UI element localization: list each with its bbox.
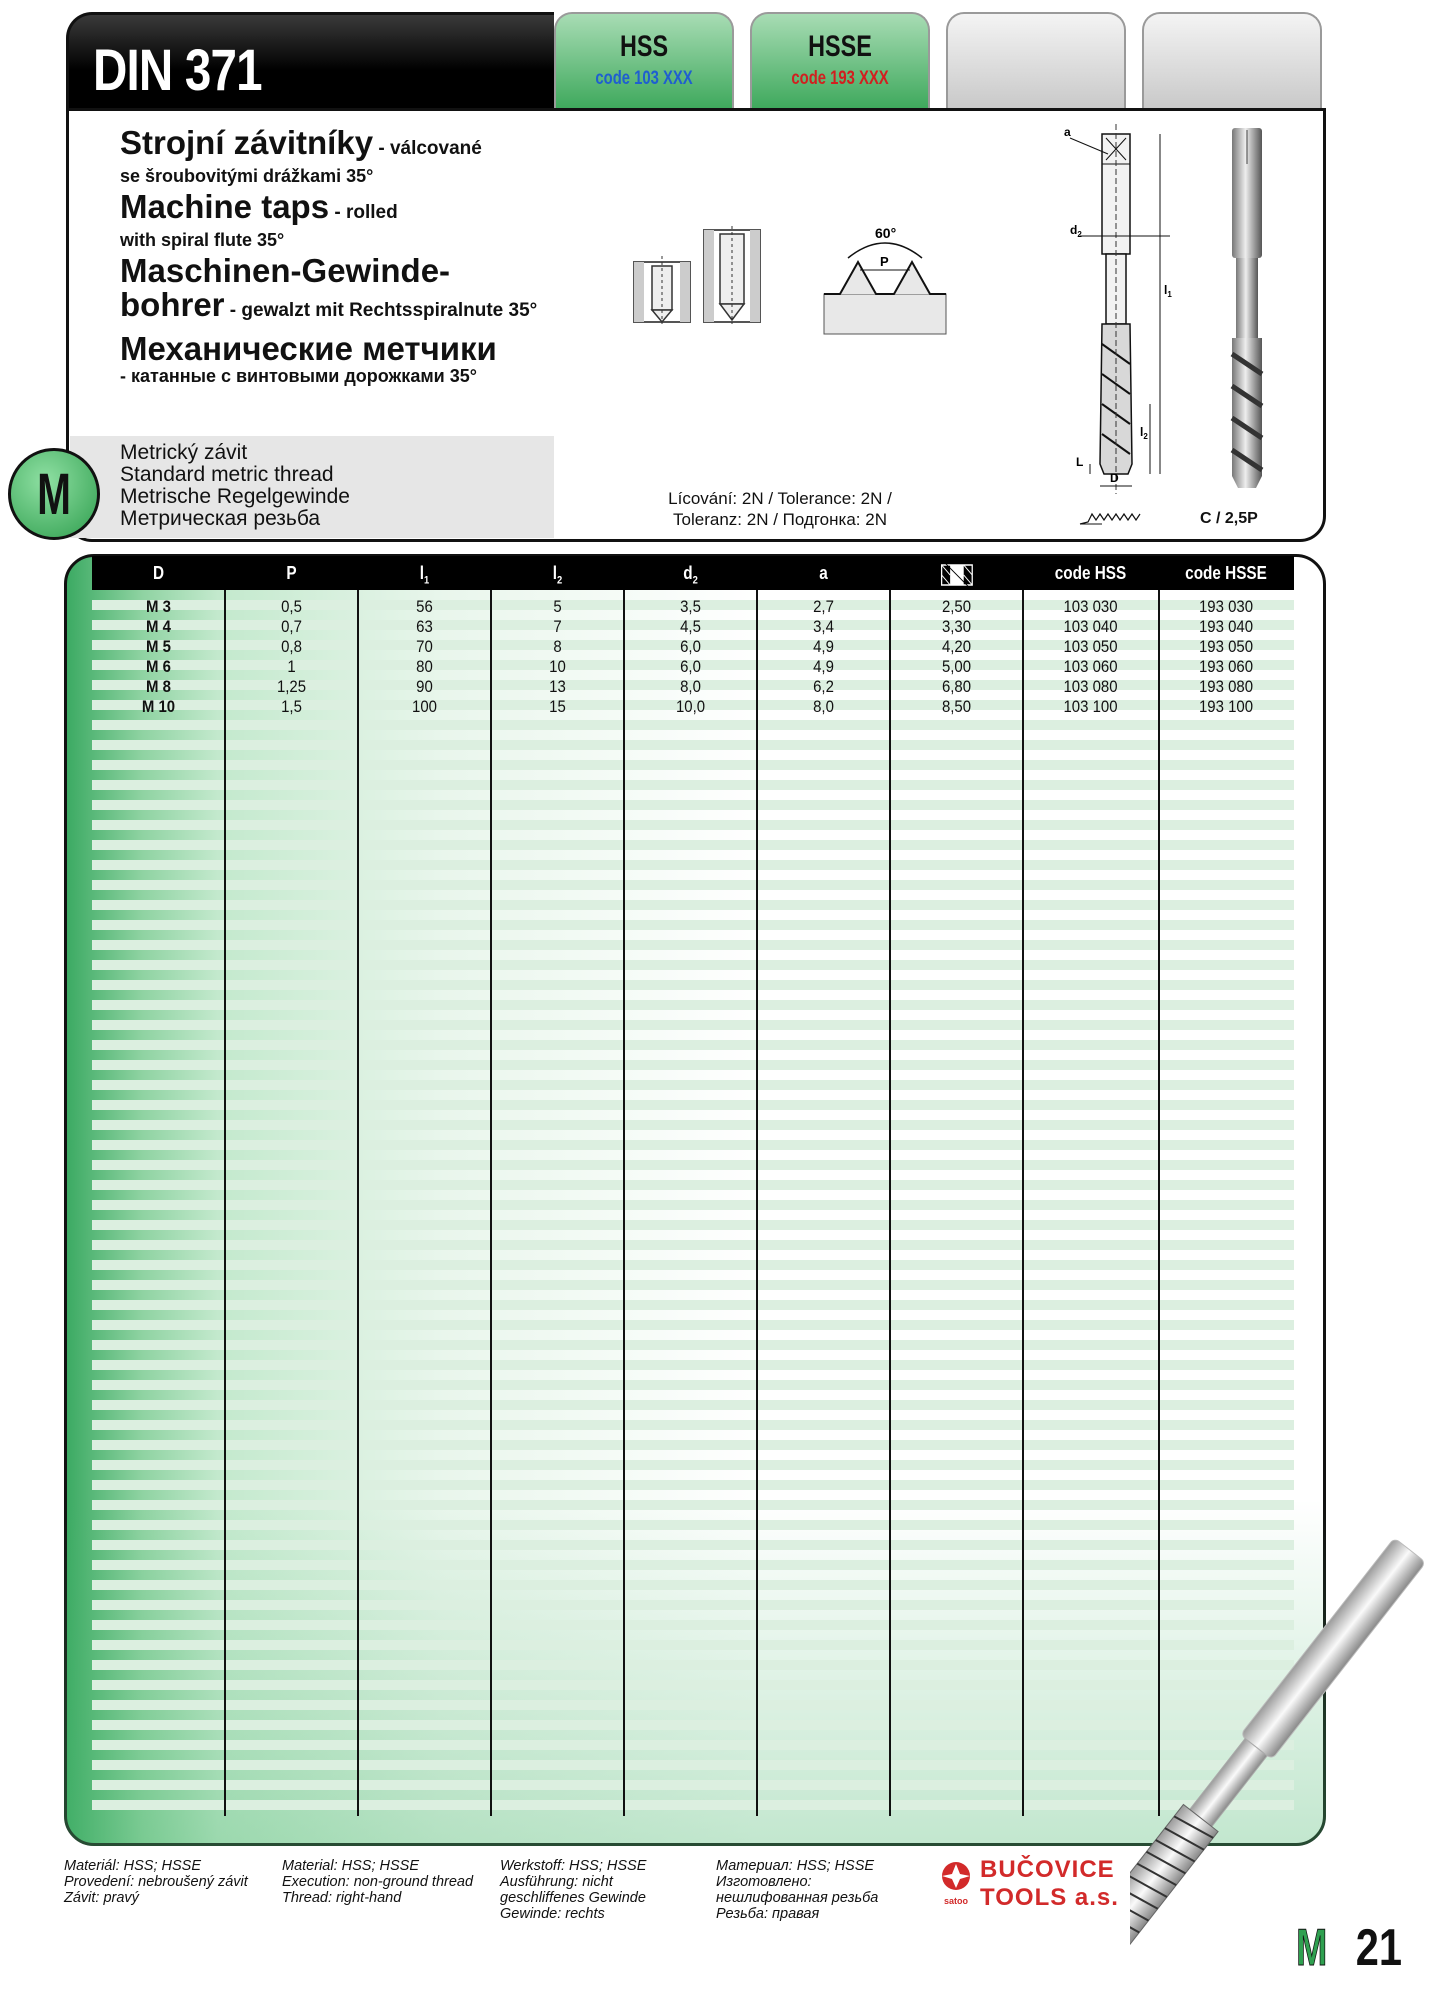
page-section: M [1296,1919,1328,1977]
table-stripe [92,1480,1294,1490]
footer-de-line: geschliffenes Gewinde [500,1890,646,1906]
table-stripe [92,1160,1294,1170]
thread-profile-diagram [820,218,950,338]
title-de-main2: bohrer [120,286,225,323]
footer-ru-line: нешлифованная резьба [716,1890,879,1906]
table-cell: 8,50 [941,697,972,716]
table-stripe [92,1780,1294,1790]
table-cell: M 5 [146,637,171,656]
table-cell: 103 100 [1063,697,1118,716]
footer-ru-line: Резьба: правая [716,1906,820,1922]
table-stripe [92,1680,1294,1690]
table-stripe [92,1540,1294,1550]
table-row [92,657,1294,677]
col-header-d2-main: d [683,563,693,583]
brand-mark: satoo [943,1896,969,1906]
through-hole-icon [632,226,692,326]
table-row [92,617,1294,637]
table-stripe [92,1000,1294,1010]
footer-de-line: Ausführung: nicht [500,1874,613,1890]
footer-en-line: Thread: right-hand [282,1890,402,1906]
title-en-main: Machine taps [120,188,330,225]
table-stripe [92,1100,1294,1110]
footer-en-line: Material: HSS; HSSE [282,1858,419,1874]
table-stripe [92,820,1294,830]
table-cell: 2,50 [941,597,972,616]
table-cell: 8 [553,637,562,656]
table-stripe [92,1060,1294,1070]
col-header-D: D [152,563,165,583]
col-header-l1-main: l [419,563,425,583]
label-L: L [1076,455,1084,469]
table-cell: 10 [549,657,566,676]
tab-hsse[interactable] [750,12,930,108]
label-l1-sub: 1 [1167,290,1172,299]
col-header-l1 [368,556,481,590]
table-stripe [92,1800,1294,1810]
table-row [92,677,1294,697]
thread-symbol-badge [8,448,100,540]
table-cell: 63 [416,617,433,636]
label-a: a [1064,125,1071,139]
table-row [92,697,1294,717]
blind-hole-icon [702,226,762,326]
table-stripe [92,860,1294,870]
table-cell: 103 050 [1063,637,1118,656]
tolerance-note [620,488,940,530]
drill-diameter-icon [938,561,975,587]
tab-hss-code: code 103 XXX [595,68,693,89]
table-stripe [92,1040,1294,1050]
table-row [92,597,1294,617]
table-cell: 103 060 [1063,657,1118,676]
table-stripe [92,1640,1294,1650]
table-cell: M 8 [146,677,171,696]
table-cell: 193 030 [1198,597,1254,616]
table-stripe [92,1200,1294,1210]
table-stripe [92,1280,1294,1290]
table-cell: 10,0 [675,697,706,716]
table-stripe [92,1140,1294,1150]
col-header-code-hss: code HSS [1054,563,1127,583]
table-header [92,556,1294,590]
col-header-l2 [501,556,614,590]
tolerance-line-2: Toleranz: 2N / Подгонка: 2N [673,510,887,529]
table-cell: 7 [553,617,562,636]
svg-text:l2 [1140,425,1148,441]
table-stripe [92,1420,1294,1430]
footer-ru-line: Материал: HSS; HSSE [716,1858,875,1874]
table-cell: 0,5 [281,597,302,616]
table-stripe [92,1300,1294,1310]
table-cell: 5,00 [941,657,972,676]
footer-de-line: Gewinde: rechts [500,1906,605,1922]
title-ru: Механические метчики [120,330,497,367]
table-cell: 103 080 [1063,677,1118,696]
title-de-2 [120,288,580,328]
col-header-d2 [634,556,747,590]
table-stripe [92,1260,1294,1270]
thread-line-de: Metrische Regelgewinde [120,485,350,508]
table-stripe [92,1340,1294,1350]
table-cell: 6,0 [680,637,701,656]
table-stripe [92,1560,1294,1570]
table-stripe [92,880,1294,890]
table-cell: 3,4 [813,617,834,636]
footer-cz-line: Provedení: nebroušený závit [64,1874,248,1890]
table-stripe [92,1320,1294,1330]
footer-de [500,1858,646,1922]
footer-ru [716,1858,878,1922]
table-row [92,637,1294,657]
subtitle-cz: se šroubovitými drážkami 35° [120,166,374,186]
label-d2-sub: 2 [1077,230,1082,239]
table-stripe [92,1080,1294,1090]
table-stripe [92,1360,1294,1370]
title-de-1: Maschinen-Gewinde- [120,252,451,289]
table-stripe [92,1600,1294,1610]
table-cell: M 4 [146,617,171,636]
table-cell: 8,0 [813,697,834,716]
table-cell: M 6 [146,657,171,676]
footer-en [282,1858,473,1906]
table-cell: 4,20 [941,637,972,656]
table-stripe [92,1620,1294,1630]
table-stripe [92,1740,1294,1750]
table-stripe [92,1660,1294,1670]
table-cell: 193 040 [1198,617,1254,636]
col-header-d2-sub: 2 [692,574,698,587]
column-divider [490,590,492,1816]
table-stripe [92,920,1294,930]
footer-ru-line: Изготовлено: [716,1874,812,1890]
table-cell: M 10 [141,697,176,716]
table-cell: 90 [416,677,433,696]
svg-text:l1 [1164,283,1172,299]
table-cell: 0,8 [281,637,302,656]
title-cz-suffix: - válcované [373,138,482,159]
table-stripe [92,1760,1294,1770]
table-stripe [92,1580,1294,1590]
tab-hsse-label: HSSE [808,30,872,63]
title-cz-main: Strojní závitníky [120,124,374,161]
table-stripe [92,960,1294,970]
table-cell: 193 100 [1198,697,1254,716]
table-stripe [92,1720,1294,1730]
title-en [120,190,580,230]
col-header-l2-main: l [552,563,558,583]
table-cell: 2,7 [813,597,834,616]
tab-empty-2 [1142,12,1322,108]
table-stripe [92,1700,1294,1710]
column-divider [623,590,625,1816]
col-header-drill [900,556,1013,590]
table-cell: 193 080 [1198,677,1254,696]
thread-line-en: Standard metric thread [120,463,334,486]
table-stripe [92,1500,1294,1510]
table-cell: 13 [549,677,566,696]
tab-hss[interactable] [554,12,734,108]
thread-symbol: M [37,462,71,527]
table-cell: 70 [416,637,433,656]
title-en-suffix: - rolled [329,202,398,223]
table-cell: 0,7 [281,617,302,636]
brand-logo-icon [938,1860,974,1906]
table-stripe [92,900,1294,910]
col-header-a: a [819,563,828,583]
svg-text:d2 [1070,223,1082,239]
pitch-label: P [880,254,889,269]
page-number: 21 [1355,1919,1403,1977]
col-header-code-hsse: code HSSE [1185,563,1267,583]
tab-empty-1 [946,12,1126,108]
standard-tab [66,12,554,108]
table-cell: 5 [553,597,562,616]
footer-cz-line: Materiál: HSS; HSSE [64,1858,201,1874]
subtitle-ru: - катанные с винтовыми дорожками 35° [120,366,477,386]
table-cell: 3,30 [941,617,972,636]
label-l2-sub: 2 [1143,432,1148,441]
column-divider [889,590,891,1816]
table-stripe [92,980,1294,990]
table-cell: 4,9 [813,637,834,656]
table-cell: 4,5 [680,617,701,636]
subtitle-en: with spiral flute 35° [120,230,285,250]
table-stripe [92,1400,1294,1410]
brand-name-1: BUČOVICE [980,1856,1115,1883]
table-cell: 56 [416,597,433,616]
tap-technical-drawing [1050,124,1180,504]
chamfer-icon [1078,506,1144,526]
column-divider [1022,590,1024,1816]
table-cell: M 3 [146,597,171,616]
standard-title: DIN 371 [93,38,262,103]
tab-hss-label: HSS [619,30,669,63]
table-stripe [92,1240,1294,1250]
table-cell: 3,5 [680,597,701,616]
label-l2: l [1140,425,1144,439]
title-cz [120,126,580,166]
table-stripe [92,1220,1294,1230]
table-cell: 1 [287,657,296,676]
table-cell: 6,2 [813,677,834,696]
brand-name-2: TOOLS a.s. [980,1884,1119,1911]
table-stripe [92,740,1294,750]
table-stripe [92,840,1294,850]
chamfer-label: C / 2,5P [1200,510,1258,527]
col-header-P: P [286,563,297,583]
table-stripe [92,1380,1294,1390]
table-cell: 4,9 [813,657,834,676]
table-cell: 1,25 [276,677,307,696]
table-stripe [92,1520,1294,1530]
column-divider [357,590,359,1816]
table-cell: 103 040 [1063,617,1118,636]
table-stripe [92,1180,1294,1190]
table-cell: 193 060 [1198,657,1254,676]
label-l1: l [1164,283,1168,297]
thread-line-cz: Metrický závit [120,441,248,464]
angle-label: 60° [875,225,897,241]
col-header-l1-sub: 1 [424,574,430,587]
footer-cz [64,1858,248,1906]
table-stripe [92,760,1294,770]
table-cell: 193 050 [1198,637,1254,656]
table-cell: 1,5 [281,697,302,716]
footer-cz-line: Závit: pravý [64,1890,139,1906]
tap-photo [1222,124,1272,492]
footer-de-line: Werkstoff: HSS; HSSE [500,1858,647,1874]
table-stripe [92,780,1294,790]
table-stripe [92,940,1294,950]
table-stripe [92,800,1294,810]
table-cell: 80 [416,657,433,676]
title-de-suffix: - gewalzt mit Rechtsspiralnute 35° [224,300,538,321]
table-cell: 103 030 [1063,597,1118,616]
col-header-l2-sub: 2 [557,574,563,587]
product-titles [120,126,580,390]
thread-line-ru: Метрическая резьба [120,507,321,530]
tab-hsse-code: code 193 XXX [791,68,889,89]
table-cell: 8,0 [680,677,701,696]
table-stripe [92,1460,1294,1470]
label-D: D [1110,471,1119,485]
table-cell: 100 [412,697,437,716]
footer-en-line: Execution: non-ground thread [282,1874,474,1890]
thread-description [120,442,350,530]
table-stripe [92,1440,1294,1450]
table-cell: 6,0 [680,657,701,676]
column-divider [756,590,758,1816]
table-stripe [92,720,1294,730]
column-divider [224,590,226,1816]
table-stripe [92,1120,1294,1130]
table-stripe [92,1020,1294,1030]
tolerance-line-1: Lícování: 2N / Tolerance: 2N / [668,489,892,508]
table-cell: 15 [549,697,566,716]
label-d2: d [1070,223,1078,237]
table-cell: 6,80 [941,677,972,696]
